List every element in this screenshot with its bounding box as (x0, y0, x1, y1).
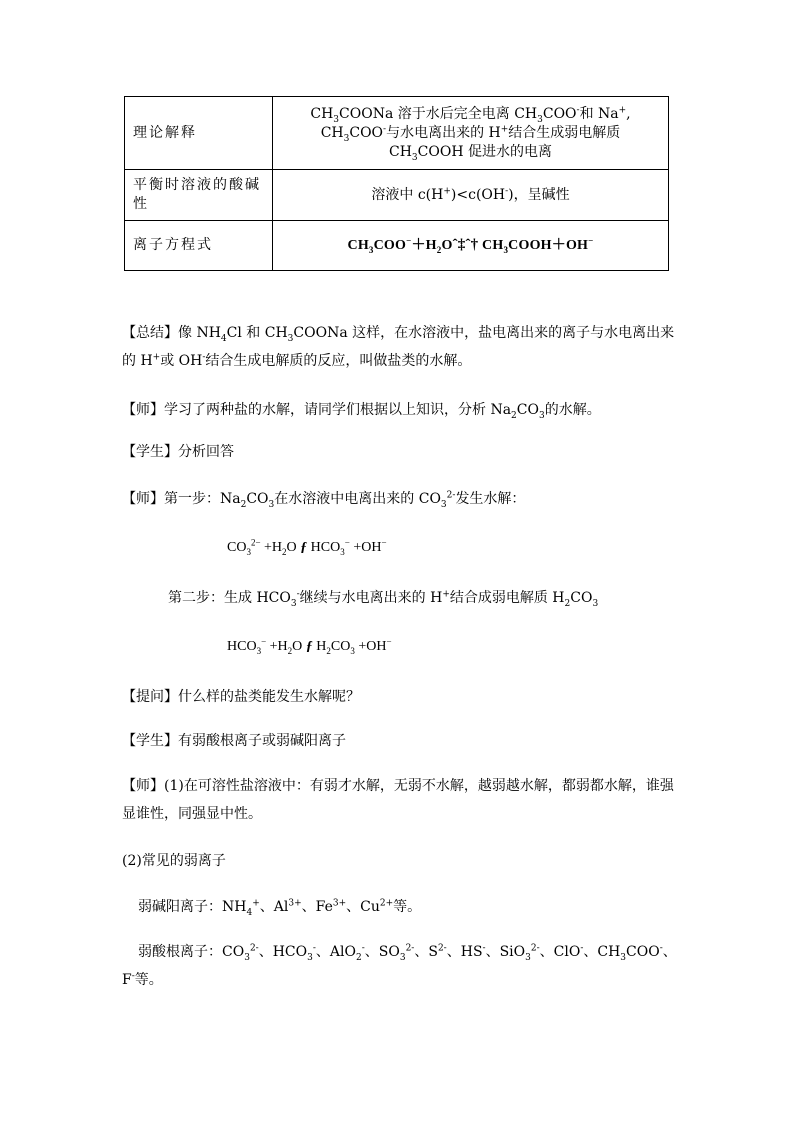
ionic-equation: $CH_3COO^-+H_2Oˆ\ddagger ˆ\dagger$ $CH_3COOH+OH^-$ (273, 221, 669, 271)
equation-step-1: $CO_3^{2-} +H_2O$ ƒ $HCO_3^- +OH^-$ (227, 537, 387, 557)
row-label-theory: 理论解释 (125, 97, 273, 170)
weak-base-cations: 弱碱阳离子：$NH_4^+$、$Al^{3+}$、$Fe^{3+}$、$Cu^{2+}$等。 (138, 898, 422, 918)
equation-step-2: $HCO_3^- +H_2O$ ƒ $H_2CO_3 +OH^-$ (227, 636, 392, 656)
equilibrium-arrow-icon: ƒ (305, 639, 313, 654)
teacher-paragraph-1: 【师】学习了两种盐的水解，请同学们根据以上知识，分析 $Na_2CO_3$的水解。 (122, 402, 601, 421)
equilibrium-arrow-icon: ƒ (300, 540, 308, 555)
theory-line-3: $CH_3COOH$ 促进水的电离 (389, 143, 552, 163)
weak-ions-heading: (2)常见的弱离子 (122, 853, 226, 869)
question-paragraph: 【提问】什么样的盐类能发生水解呢？ (122, 689, 360, 705)
table-row-acidity (125, 170, 669, 221)
theory-explanation (273, 97, 669, 170)
student-paragraph-2: 【学生】有弱酸根离子或弱碱阳离子 (122, 733, 346, 749)
step-two-paragraph: 第二步：生成 $HCO_3^-$继续与水电离出来的 H+结合成弱电解质 $H_2CO_3$ (168, 589, 599, 609)
weak-acid-anions: 弱酸根离子：$CO_3^{2-}$、$HCO_3^-$、AlO$_2$-、$SO_3^{2-}$、$S^{2-}$、HS-、SiO$_3^{2-}$、ClO-、$CH_3COO^-$、F-等。 (122, 943, 677, 988)
summary-paragraph: 【总结】像 $NH_4Cl$ 和 $CH_3COONa$ 这样，在水溶液中，盐电离出来的离子与水电离出来的 H+或 OH-结合生成电解质的反应，叫做盐类的水解。 (122, 325, 675, 369)
teacher-paragraph-2: 【师】第一步：$Na_2CO_3$在水溶液中电离出来的 $CO_3^{2-}$发生水解： (122, 490, 526, 510)
student-paragraph-1: 【学生】分析回答 (122, 444, 234, 460)
row-label-equation: 离子方程式 (125, 221, 273, 271)
theory-line-2: $CH_3COO^-$与水电离出来的 H+结合生成弱电解质 (320, 123, 621, 144)
table-row-theory (125, 97, 669, 170)
reversible-arrow-icon: ˆ‡ˆ† (452, 237, 479, 253)
row-label-acidity: 平衡时溶液的酸碱性 (125, 170, 273, 221)
table-row-equation (125, 221, 669, 271)
acidity-value: 溶液中 c(H+)<c(OH-)，呈碱性 (273, 170, 669, 221)
hydrolysis-table (124, 96, 669, 271)
teacher-paragraph-3: 【师】(1)在可溶性盐溶液中：有弱才水解，无弱不水解，越弱越水解，都弱都水解，谁强显谁性，同强显中性。 (122, 778, 674, 822)
theory-line-1: $CH_3COONa$ 溶于水后完全电离 $CH_3COO^-$和 Na+, (310, 104, 631, 125)
